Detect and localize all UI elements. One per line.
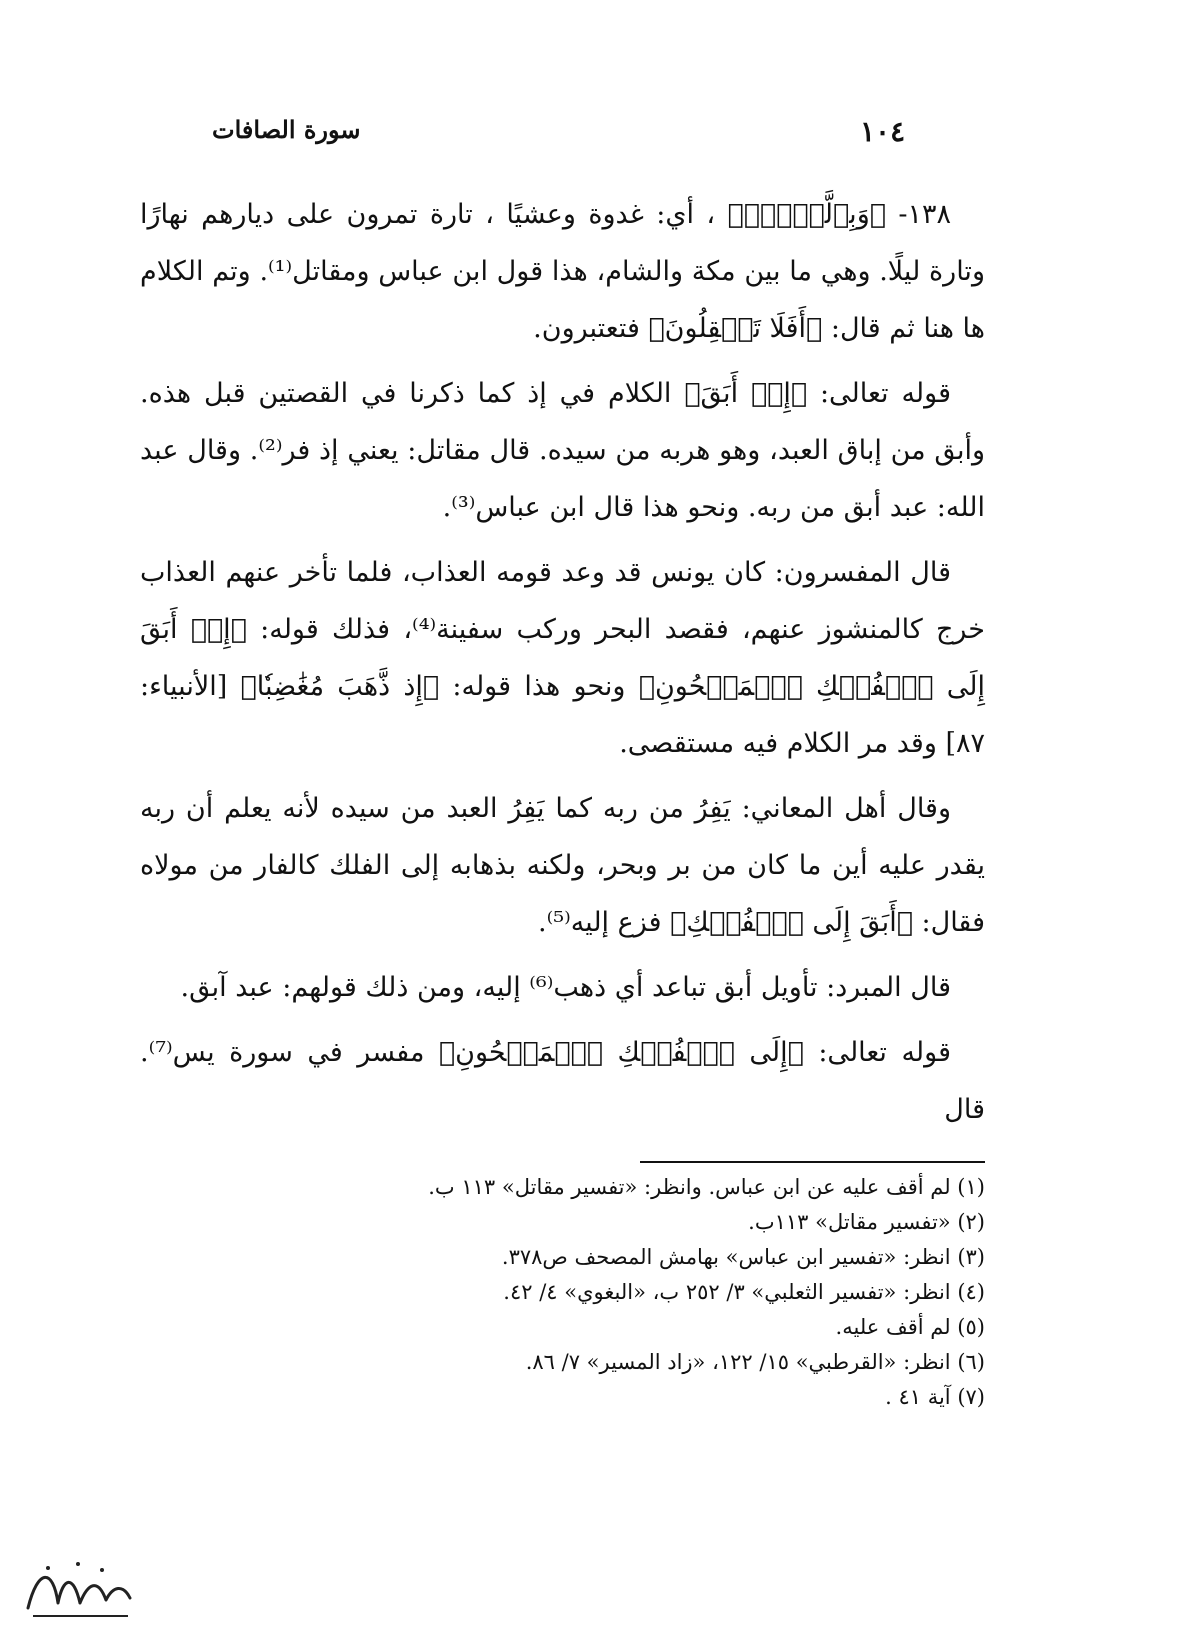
footnote-item: (٦) انظر: «القرطبي» ١٥/ ١٢٢، «زاد المسير» ٧/ ٨٦. bbox=[525, 1350, 985, 1374]
footnote-item: (٢) «تفسير مقاتل» ١١٣ب. bbox=[748, 1210, 985, 1234]
footnote-item: (٥) لم أقف عليه. bbox=[835, 1315, 985, 1339]
running-title: سورة الصافات bbox=[212, 115, 361, 144]
main-text bbox=[140, 186, 985, 1146]
footnote-item: (٣) انظر: «تفسير ابن عباس» بهامش المصحف ص٣٧٨. bbox=[501, 1245, 985, 1269]
footnote-divider bbox=[640, 1161, 985, 1163]
paragraph: وقال أهل المعاني: يَفِرُ من ربه كما يَفِرُ العبد من سيده لأنه يعلم أن ربه يقدر عليه أين ما كان من بر وبحر، ولكنه بذهابه إلى الفلك كالفار من مولاه فقال: ﴿أَبَقَ إِلَى ٱلۡفُلۡكِ﴾ فزع إليه⁽⁵⁾. bbox=[140, 793, 985, 938]
paragraph: قال المفسرون: كان يونس قد وعد قومه العذاب، فلما تأخر عنهم العذاب خرج كالمنشوز عنهم، فقصد البحر وركب سفينة⁽⁴⁾، فذلك قوله: ﴿إِذۡ أَبَقَ إِلَى ٱلۡفُلۡكِ ٱلۡمَشۡحُونِ﴾ ونحو هذا قوله: ﴿إِذ ذَّهَبَ مُغَٰضِبٗا﴾ [الأنبياء: ٨٧] وقد مر الكلام فيه مستقصى. bbox=[140, 557, 985, 759]
paragraph: قال المبرد: تأويل أبق تباعد أي ذهب⁽⁶⁾ إليه، ومن ذلك قولهم: عبد آبق. bbox=[180, 972, 951, 1003]
footnote-item: (٤) انظر: «تفسير الثعلبي» ٣/ ٢٥٢ ب، «البغوي» ٤/ ٤٢. bbox=[503, 1280, 985, 1304]
paragraph: ١٣٨- ﴿وَبِٱلَّيۡلِۚ﴾ ، أي: غدوة وعشيًا ، تارة تمرون على ديارهم نهارًا وتارة ليلًا. وهي ما بين مكة والشام، هذا قول ابن عباس ومقاتل⁽¹⁾. وتم الكلام ها هنا ثم قال: ﴿أَفَلَا تَعۡقِلُونَ﴾ فتعتبرون. bbox=[140, 199, 985, 344]
page-number: ١٠٤ bbox=[860, 115, 906, 148]
footnote-item: (١) لم أقف عليه عن ابن عباس. وانظر: «تفسير مقاتل» ١١٣ ب. bbox=[428, 1175, 985, 1199]
publisher-stamp-logo bbox=[18, 1548, 138, 1628]
paragraph: قوله تعالى: ﴿إِلَى ٱلۡفُلۡكِ ٱلۡمَشۡحُونِ﴾ مفسر في سورة يس⁽⁷⁾. قال bbox=[140, 1037, 985, 1125]
page-header bbox=[0, 112, 1185, 152]
footnote-item: (٧) آية ٤١ . bbox=[885, 1385, 985, 1409]
footnotes bbox=[140, 1170, 985, 1415]
calligraphy-logo-icon bbox=[18, 1548, 138, 1628]
paragraph: قوله تعالى: ﴿إِذۡ أَبَقَ﴾ الكلام في إذ كما ذكرنا في القصتين قبل هذه. وأبق من إباق العبد، وهو هربه من سيده. قال مقاتل: يعني إذ فر⁽²⁾. وقال عبد الله: عبد أبق من ربه. ونحو هذا قال ابن عباس⁽³⁾. bbox=[140, 378, 985, 523]
